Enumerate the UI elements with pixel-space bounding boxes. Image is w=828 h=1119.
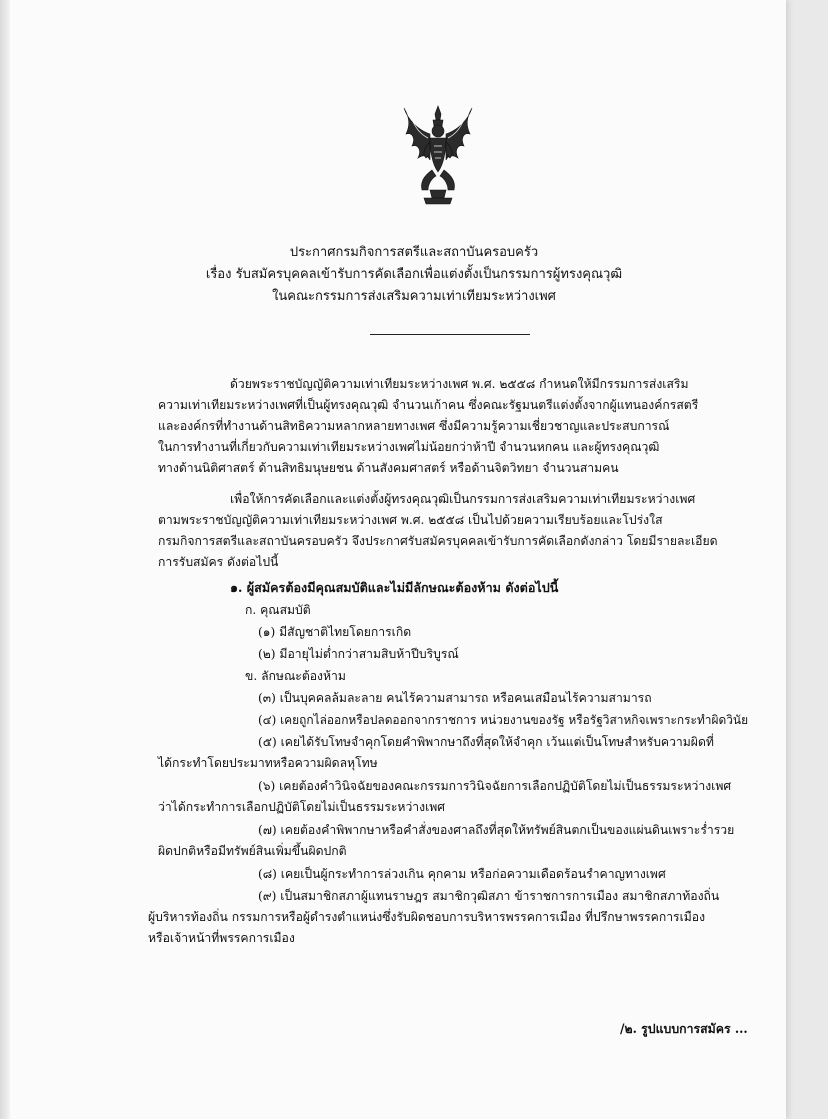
garuda-emblem-icon [400, 104, 476, 206]
prohibition-item-cont: ผิดปกติหรือมีทรัพย์สินเพิ่มขึ้นผิดปกติ [158, 844, 347, 858]
section1-title: ๑. ผู้สมัครต้องมีคุณสมบัติและไม่มีลักษณะต้องห้าม ดังต่อไปนี้ [230, 580, 559, 595]
subheading-prohibitions: ข. ลักษณะต้องห้าม [245, 669, 346, 683]
prohibition-item: (๘) เคยเป็นผู้กระทำการล่วงเกิน คุกคาม หรือก่อความเดือดร้อนรำคาญทางเพศ [258, 867, 666, 881]
prohibition-item: (๔) เคยถูกไล่ออกหรือปลดออกจากราชการ หน่วยงานของรัฐ หรือรัฐวิสาหกิจเพราะกระทำผิดวินัย [258, 713, 749, 727]
prohibition-item: (๓) เป็นบุคคลล้มละลาย คนไร้ความสามารถ หรือคนเสมือนไร้ความสามารถ [258, 691, 652, 705]
header-divider [370, 334, 530, 335]
para1-line: ด้วยพระราชบัญญัติความเท่าเทียมระหว่างเพศ พ.ศ. ๒๕๕๘ กำหนดให้มีกรรมการส่งเสริม [230, 377, 689, 391]
para2-line: การรับสมัคร ดังต่อไปนี้ [158, 555, 279, 569]
qualification-item: (๒) มีอายุไม่ต่ำกว่าสามสิบห้าปีบริบูรณ์ [258, 647, 459, 661]
document-page [10, 0, 786, 1119]
qualification-item: (๑) มีสัญชาติไทยโดยการเกิด [258, 625, 412, 639]
prohibition-item-cont: หรือเจ้าหน้าที่พรรคการเมือง [148, 931, 295, 945]
prohibition-item-cont: ได้กระทำโดยประมาทหรือความผิดลหุโทษ [158, 756, 378, 770]
para2-line: เพื่อให้การคัดเลือกและแต่งตั้งผู้ทรงคุณวุฒิเป็นกรรมการส่งเสริมความเท่าเทียมระหว่างเพศ [230, 492, 696, 506]
next-page-reference: /๒. รูปแบบการสมัคร ... [620, 1021, 748, 1036]
prohibition-item: (๗) เคยต้องคำพิพากษาหรือคำสั่งของศาลถึงที่สุดให้ทรัพย์สินตกเป็นของแผ่นดินเพราะร่ำรวย [258, 823, 735, 837]
announcement-subject: เรื่อง รับสมัครบุคคลเข้ารับการคัดเลือกเพื่อแต่งตั้งเป็นกรรมการผู้ทรงคุณวุฒิ [205, 267, 623, 282]
prohibition-item-cont: ว่าได้กระทำการเลือกปฏิบัติโดยไม่เป็นธรรมระหว่างเพศ [158, 800, 446, 814]
announcement-committee: ในคณะกรรมการส่งเสริมความเท่าเทียมระหว่างเพศ [272, 289, 556, 304]
para2-line: กรมกิจการสตรีและสถาบันครอบครัว จึงประกาศรับสมัครบุคคลเข้ารับการคัดเลือกดังกล่าว โดยมีรายละเอียด [158, 534, 718, 548]
para1-line: และองค์กรที่ทำงานด้านสิทธิความหลากหลายทางเพศ ซึ่งมีความรู้ความเชี่ยวชาญและประสบการณ์ [158, 419, 670, 433]
para1-line: ในการทำงานที่เกี่ยวกับความเท่าเทียมระหว่างเพศไม่น้อยกว่าห้าปี จำนวนหกคน และผู้ทรงคุณวุฒิ [158, 440, 660, 454]
prohibition-item: (๙) เป็นสมาชิกสภาผู้แทนราษฎร สมาชิกวุฒิสภา ข้าราชการการเมือง สมาชิกสภาท้องถิ่น [258, 889, 720, 903]
para1-line: ความเท่าเทียมระหว่างเพศที่เป็นผู้ทรงคุณวุฒิ จำนวนเก้าคน ซึ่งคณะรัฐมนตรีแต่งตั้งจากผู้แทนองค์กรสตรี [158, 398, 699, 412]
para2-line: ตามพระราชบัญญัติความเท่าเทียมระหว่างเพศ พ.ศ. ๒๕๕๘ เป็นไปด้วยความเรียบร้อยและโปร่งใส [158, 513, 663, 527]
para1-line: ทางด้านนิติศาสตร์ ด้านสิทธิมนุษยชน ด้านสังคมศาสตร์ หรือด้านจิตวิทยา จำนวนสามคน [158, 461, 619, 475]
prohibition-item-cont: ผู้บริหารท้องถิ่น กรรมการหรือผู้ดำรงตำแหน่งซึ่งรับผิดชอบการบริหารพรรคการเมือง ที่ปรึกษาพรรคการเมือง [148, 910, 706, 924]
page-edge-shadow [0, 0, 10, 1119]
prohibition-item: (๕) เคยได้รับโทษจำคุกโดยคำพิพากษาถึงที่สุดให้จำคุก เว้นแต่เป็นโทษสำหรับความผิดที่ [258, 735, 714, 749]
announcement-agency: ประกาศกรมกิจการสตรีและสถาบันครอบครัว [289, 245, 539, 260]
prohibition-item: (๖) เคยต้องคำวินิจฉัยของคณะกรรมการวินิจฉัยการเลือกปฏิบัติโดยไม่เป็นธรรมระหว่างเพศ [258, 779, 732, 793]
subheading-qualifications: ก. คุณสมบัติ [245, 603, 311, 617]
